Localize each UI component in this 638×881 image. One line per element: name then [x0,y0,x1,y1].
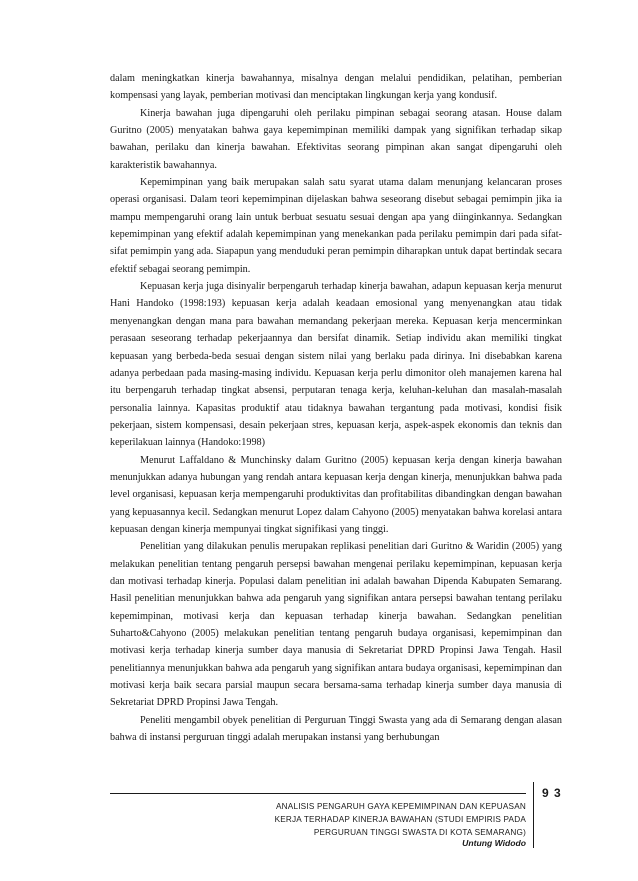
footer-running-title [230,800,526,839]
footer-title-line: KERJA TERHADAP KINERJA BAWAHAN (STUDI EMPIRIS PADA [274,815,526,824]
paragraph-job-satisfaction: Kepuasan kerja juga disinyalir berpengaruh terhadap kinerja bawahan, adapun kepuasan kerja menurut Hani Handoko (1998:193) kepuasan kerja adalah keadaan emosional yang menyenangkan atau tidak menyenangkan dengan mana para bawahan memandang pekerjaan mereka. Kepuasan kerja mencerminkan perasaan seseorang terhadap pekerjaannya dan bersifat dinamik. Setiap individu akan memiliki tingkat kepuasan yang berbeda-beda sesuai dengan sistem nilai yang berlaku pada dirinya. Ini disebabkan karena adanya perbedaan pada masing-masing individu. Kepuasan kerja perlu dimonitor oleh manajemen karena hal itu berpengaruh terhadap tingkat absensi, perputaran tenaga kerja, keluhan-keluhan dan masalah-masalah personalia lainnya. Kapasitas produktif atau tidaknya bawahan tergantung pada motivasi, kondisi fisik pekerjaan, sistem kompensasi, desain pekerjaan stres, kepuasan kerja, aspek-aspek ekonomis dan teknis dan keperilakuan lainnya (Handoko:1998) [110,281,562,449]
footer-author: Untung Widodo [462,838,526,848]
paragraph-good-leadership: Kepemimpinan yang baik merupakan salah satu syarat utama dalam menunjang kelancaran proses operasi organisasi. Dalam teori kepemimpinan dijelaskan bahwa seseorang disebut sebagai pemimpin jika ia mampu mempengaruhi orang lain untuk berbuat sesuatu sesuai dengan apa yang diinginkannya. Sedangkan kepemimpinan yang efektif adalah kepemimpinan yang menekankan pada perilaku pemimpin dari pada sifat-sifat pemimpin yang ada. Siapapun yang menduduki peran pemimpin diharapkan untuk dapat bertindak secara efektif sebagai seorang pemimpin. [110,177,562,275]
body-text [110,70,562,746]
paragraph-house-leadership: Kinerja bawahan juga dipengaruhi oleh perilaku pimpinan sebagai seorang atasan. House dalam Guritno (2005) menyatakan bahwa gaya kepemimpinan memiliki dampak yang signifikan terhadap sikap bawahan, perilaku dan kinerja bawahan. Efektivitas seorang pimpinan akan sangat dipengaruhi oleh karakteristik bawahannya. [110,107,562,171]
footer-title-line: ANALISIS PENGARUH GAYA KEPEMIMPINAN DAN KEPUASAN [276,802,526,811]
paragraph-laffaldano: Menurut Laffaldano & Munchinsky dalam Guritno (2005) kepuasan kerja dengan kinerja bawahan menunjukkan adanya hubungan yang rendah antara kepuasan kerja dengan kinerja, menunjukkan bahwa pada level organisasi, kepuasan kerja mempengaruhi produktivitas dan profitabilitas dibandingkan dengan bawahan yang kepuasannya kecil. Sedangkan menurut Lopez dalam Cahyono (2005) menyatakan bahwa korelasi antara kepuasan dengan kinerja mempunyai tingkat signifikasi yang tinggi. [110,454,562,535]
footer-title-line: PERGURUAN TINGGI SWASTA DI KOTA SEMARANG) [313,828,526,837]
footer-vertical-divider [533,782,534,848]
paragraph-research-object: Peneliti mengambil obyek penelitian di Perguruan Tinggi Swasta yang ada di Semarang dengan alasan bahwa di instansi perguruan tinggi adalah merupakan instansi yang berhubungan [110,714,562,744]
footer-divider [110,793,526,794]
paragraph-prior-research: Penelitian yang dilakukan penulis merupakan replikasi penelitian dari Guritno & Waridin (2005) yang melakukan penelitian tentang pengaruh persepsi bawahan mengenai perilaku kepemimpinan, kepuasan kerja dan motivasi terhadap kinerja. Populasi dalam penelitian ini adalah bawahan Dipenda Kabupaten Semarang. Hasil penelitian menunjukkan bahwa ada pengaruh yang signifikan antara persepsi bawahan tentang perilaku kepemimpinan, motivasi kerja dan kepuasan terhadap kinerja bawahan. Sedangkan penelitian Suharto&Cahyono (2005) melakukan penelitian tentang pengaruh budaya organisasi, kepemimpinan dan motivasi kerja terhadap kinerja sumber daya manusia di Sekretariat DPRD Propinsi Jawa Tengah. Hasil penelitiannya menunjukkan bahwa ada pengaruh yang signifikan antara budaya organisasi, kepemimpinan dan motivasi kerja baik secara parsial maupun secara bersama-sama terhadap kinerja sumber daya manusia di Sekretariat DPRD Propinsi Jawa Tengah. [110,541,562,709]
paragraph-continuation: dalam meningkatkan kinerja bawahannya, misalnya dengan melalui pendidikan, pelatihan, pemberian kompensasi yang layak, pemberian motivasi dan menciptakan lingkungan kerja yang kondusif. [110,73,562,102]
page-number: 9 3 [542,786,562,800]
